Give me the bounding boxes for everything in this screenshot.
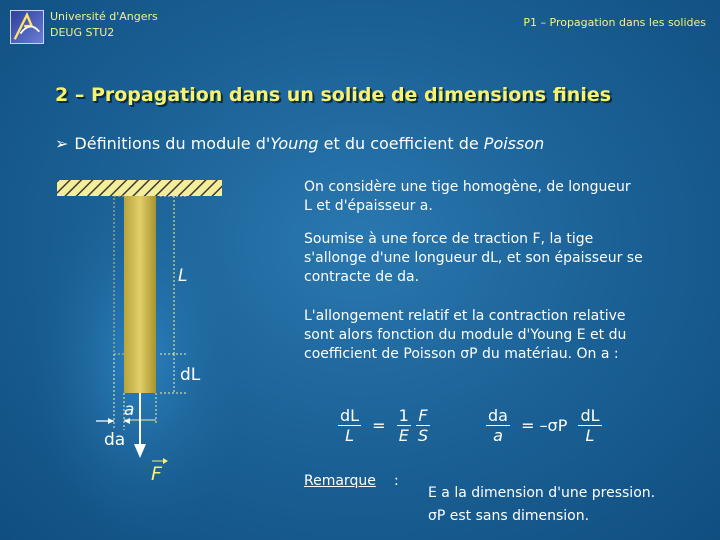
eq1-operator: = bbox=[372, 416, 386, 435]
paragraph-rod: On considère une tige homogène, de longueur L et d'épaisseur a. bbox=[304, 179, 631, 214]
bullet-young: Young bbox=[270, 134, 319, 153]
rod-stretched bbox=[124, 196, 156, 393]
remark-colon: : bbox=[394, 473, 399, 489]
remark-line-2: σP est sans dimension. bbox=[428, 508, 590, 524]
paragraph-traction: Soumise à une force de traction F, la tige s'allonge d'une longueur dL, et son épaisseur se contracte de da. bbox=[304, 231, 643, 285]
equation-young bbox=[338, 406, 430, 445]
bullet-text-middle: et du coefficient de bbox=[318, 134, 484, 153]
fraction-dL-L bbox=[338, 406, 361, 445]
eq1-force-den: S bbox=[417, 426, 429, 445]
remark-line-1: E a la dimension d'une pression. bbox=[428, 485, 656, 501]
slide-title: 2 – Propagation dans un solide de dimensions finies bbox=[55, 84, 612, 106]
bullet-text-before: Définitions du module d' bbox=[74, 134, 271, 153]
remark-label: Remarque bbox=[304, 473, 376, 489]
bullet-poisson: Poisson bbox=[483, 134, 545, 153]
paragraph-relative: L'allongement relatif et la contraction relative sont alors fonction du module d'Young E et du coefficient de Poisson σP du matériau. On a : bbox=[304, 308, 627, 362]
label-elongation: dL bbox=[180, 365, 201, 385]
fraction-1-E bbox=[397, 406, 411, 445]
eq1-coef-num: 1 bbox=[398, 406, 409, 425]
eq2-num: da bbox=[488, 406, 508, 425]
fraction-dL-L-2 bbox=[578, 406, 601, 445]
eq1-num: dL bbox=[340, 406, 360, 425]
fraction-da-a bbox=[486, 406, 510, 445]
eq1-coef-den: E bbox=[398, 426, 409, 445]
university-name: Université d'Angers bbox=[50, 10, 158, 23]
label-length: L bbox=[178, 266, 188, 286]
eq1-den: L bbox=[345, 426, 354, 445]
eq2-operator: = –σP bbox=[521, 416, 568, 435]
equation-poisson bbox=[486, 406, 602, 445]
label-thickness: a bbox=[124, 400, 135, 420]
eq2-rhs-den: L bbox=[585, 426, 595, 445]
bullet-arrow-icon: ➢ bbox=[55, 134, 69, 153]
chapter-title: P1 – Propagation dans les solides bbox=[523, 16, 706, 29]
fraction-F-S bbox=[416, 406, 430, 445]
program-name: DEUG STU2 bbox=[50, 26, 115, 39]
fixed-support bbox=[57, 180, 222, 196]
eq2-rhs-num: dL bbox=[580, 406, 600, 425]
label-contraction: da bbox=[104, 430, 126, 450]
eq2-den: a bbox=[493, 426, 503, 445]
label-force: F bbox=[151, 463, 162, 485]
eq1-force-num: F bbox=[416, 406, 430, 426]
